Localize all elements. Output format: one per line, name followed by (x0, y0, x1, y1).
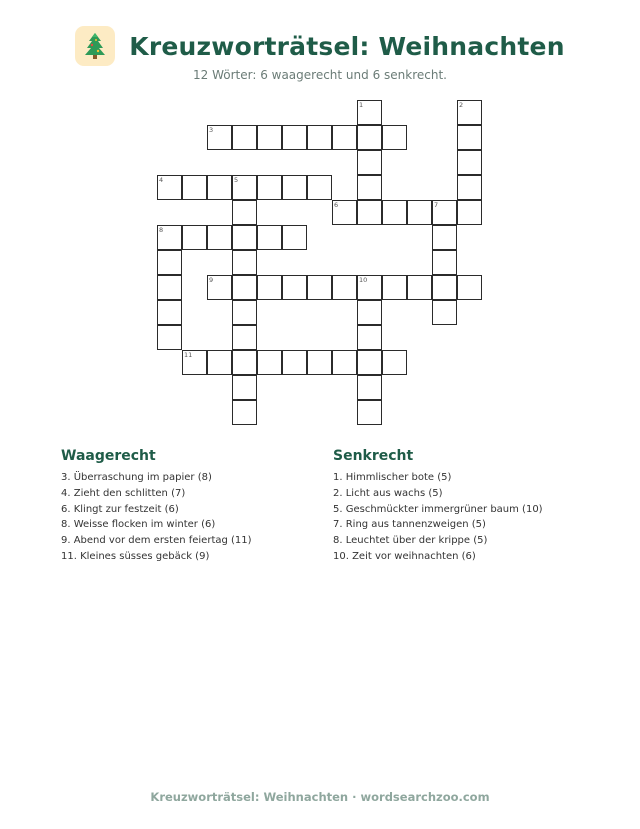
grid-cell[interactable] (457, 200, 482, 225)
grid-cell[interactable] (157, 325, 182, 350)
clue-number: 4 (159, 176, 164, 184)
grid-cell[interactable] (157, 275, 182, 300)
grid-cell[interactable] (257, 175, 282, 200)
grid-cell[interactable] (407, 275, 432, 300)
grid-cell[interactable] (382, 350, 407, 375)
grid-cell[interactable] (257, 125, 282, 150)
grid-cell[interactable] (307, 175, 332, 200)
down-clue: 10. Zeit vor weihnachten (6) (333, 550, 476, 562)
grid-cell[interactable] (207, 350, 232, 375)
grid-cell[interactable] (282, 225, 307, 250)
page-title: Kreuzworträtsel: Weihnachten (129, 31, 565, 61)
grid-cell[interactable] (332, 275, 357, 300)
across-clue: 6. Klingt zur festzeit (6) (61, 503, 179, 515)
across-heading: Waagerecht (61, 448, 156, 464)
down-clue: 7. Ring aus tannenzweigen (5) (333, 519, 486, 531)
grid-cell[interactable] (307, 275, 332, 300)
grid-cell[interactable] (357, 200, 382, 225)
grid-cell[interactable] (457, 150, 482, 175)
grid-cell[interactable] (332, 125, 357, 150)
grid-cell[interactable] (382, 275, 407, 300)
grid-cell[interactable] (457, 125, 482, 150)
grid-cell[interactable] (232, 225, 257, 250)
grid-cell[interactable] (232, 250, 257, 275)
page-footer: Kreuzworträtsel: Weihnachten · wordsearchzoo.com (150, 790, 490, 804)
across-clue: 9. Abend vor dem ersten feiertag (11) (61, 535, 252, 547)
down-heading: Senkrecht (333, 448, 414, 464)
grid-cell[interactable] (182, 225, 207, 250)
grid-cell[interactable] (457, 175, 482, 200)
down-clue: 5. Geschmückter immergrüner baum (10) (333, 503, 543, 515)
grid-cell[interactable] (232, 300, 257, 325)
grid-cell[interactable] (432, 250, 457, 275)
grid-cell[interactable] (357, 125, 382, 150)
grid-cell[interactable] (157, 250, 182, 275)
grid-cell[interactable] (257, 225, 282, 250)
grid-cell[interactable] (407, 200, 432, 225)
grid-cell[interactable] (432, 225, 457, 250)
down-clue: 2. Licht aus wachs (5) (333, 487, 443, 499)
grid-cell[interactable] (232, 350, 257, 375)
clue-number: 6 (334, 201, 339, 209)
grid-cell[interactable] (382, 125, 407, 150)
grid-cell[interactable] (357, 175, 382, 200)
grid-cell[interactable] (357, 300, 382, 325)
grid-cell[interactable] (282, 350, 307, 375)
grid-cell[interactable] (232, 375, 257, 400)
clue-number: 8 (159, 226, 164, 234)
down-clues (333, 448, 543, 565)
grid-cell[interactable] (207, 225, 232, 250)
clue-number: 2 (459, 101, 464, 109)
clue-number: 11 (184, 351, 193, 359)
grid-cell[interactable] (257, 350, 282, 375)
across-clues (61, 448, 252, 565)
grid-cell[interactable] (282, 175, 307, 200)
across-clue: 4. Zieht den schlitten (7) (61, 487, 186, 499)
grid-cell[interactable] (357, 325, 382, 350)
grid-cell[interactable] (457, 275, 482, 300)
grid-cell[interactable] (307, 125, 332, 150)
across-clue: 3. Überraschung im papier (8) (61, 472, 212, 483)
grid-cell[interactable] (157, 300, 182, 325)
grid-cell[interactable] (382, 200, 407, 225)
clue-number: 7 (434, 201, 439, 209)
clue-number: 1 (359, 101, 364, 109)
grid-cell[interactable] (357, 150, 382, 175)
grid-cell[interactable] (232, 275, 257, 300)
grid-cell[interactable] (257, 275, 282, 300)
grid-cell[interactable] (357, 400, 382, 425)
grid-cell[interactable] (332, 350, 357, 375)
grid-cell[interactable] (432, 300, 457, 325)
across-clue: 8. Weisse flocken im winter (6) (61, 519, 216, 531)
grid-cell[interactable] (282, 275, 307, 300)
across-clue: 11. Kleines süsses gebäck (9) (61, 550, 210, 562)
grid-cell[interactable] (282, 125, 307, 150)
grid-cell[interactable] (357, 375, 382, 400)
grid-cell[interactable] (232, 400, 257, 425)
grid-cell[interactable] (432, 275, 457, 300)
clue-number: 5 (234, 176, 239, 184)
grid-cell[interactable] (232, 325, 257, 350)
grid-cell[interactable] (357, 350, 382, 375)
grid-cell[interactable] (232, 125, 257, 150)
down-clue: 1. Himmlischer bote (5) (333, 472, 452, 483)
grid-cell[interactable] (232, 200, 257, 225)
down-clue: 8. Leuchtet über der krippe (5) (333, 535, 488, 547)
clue-number: 3 (209, 126, 214, 134)
grid-cell[interactable] (182, 175, 207, 200)
clue-number: 10 (359, 276, 368, 284)
clue-number: 9 (209, 276, 214, 284)
page-subtitle: 12 Wörter: 6 waagerecht und 6 senkrecht. (193, 68, 447, 82)
grid-cell[interactable] (307, 350, 332, 375)
grid-cell[interactable] (207, 175, 232, 200)
